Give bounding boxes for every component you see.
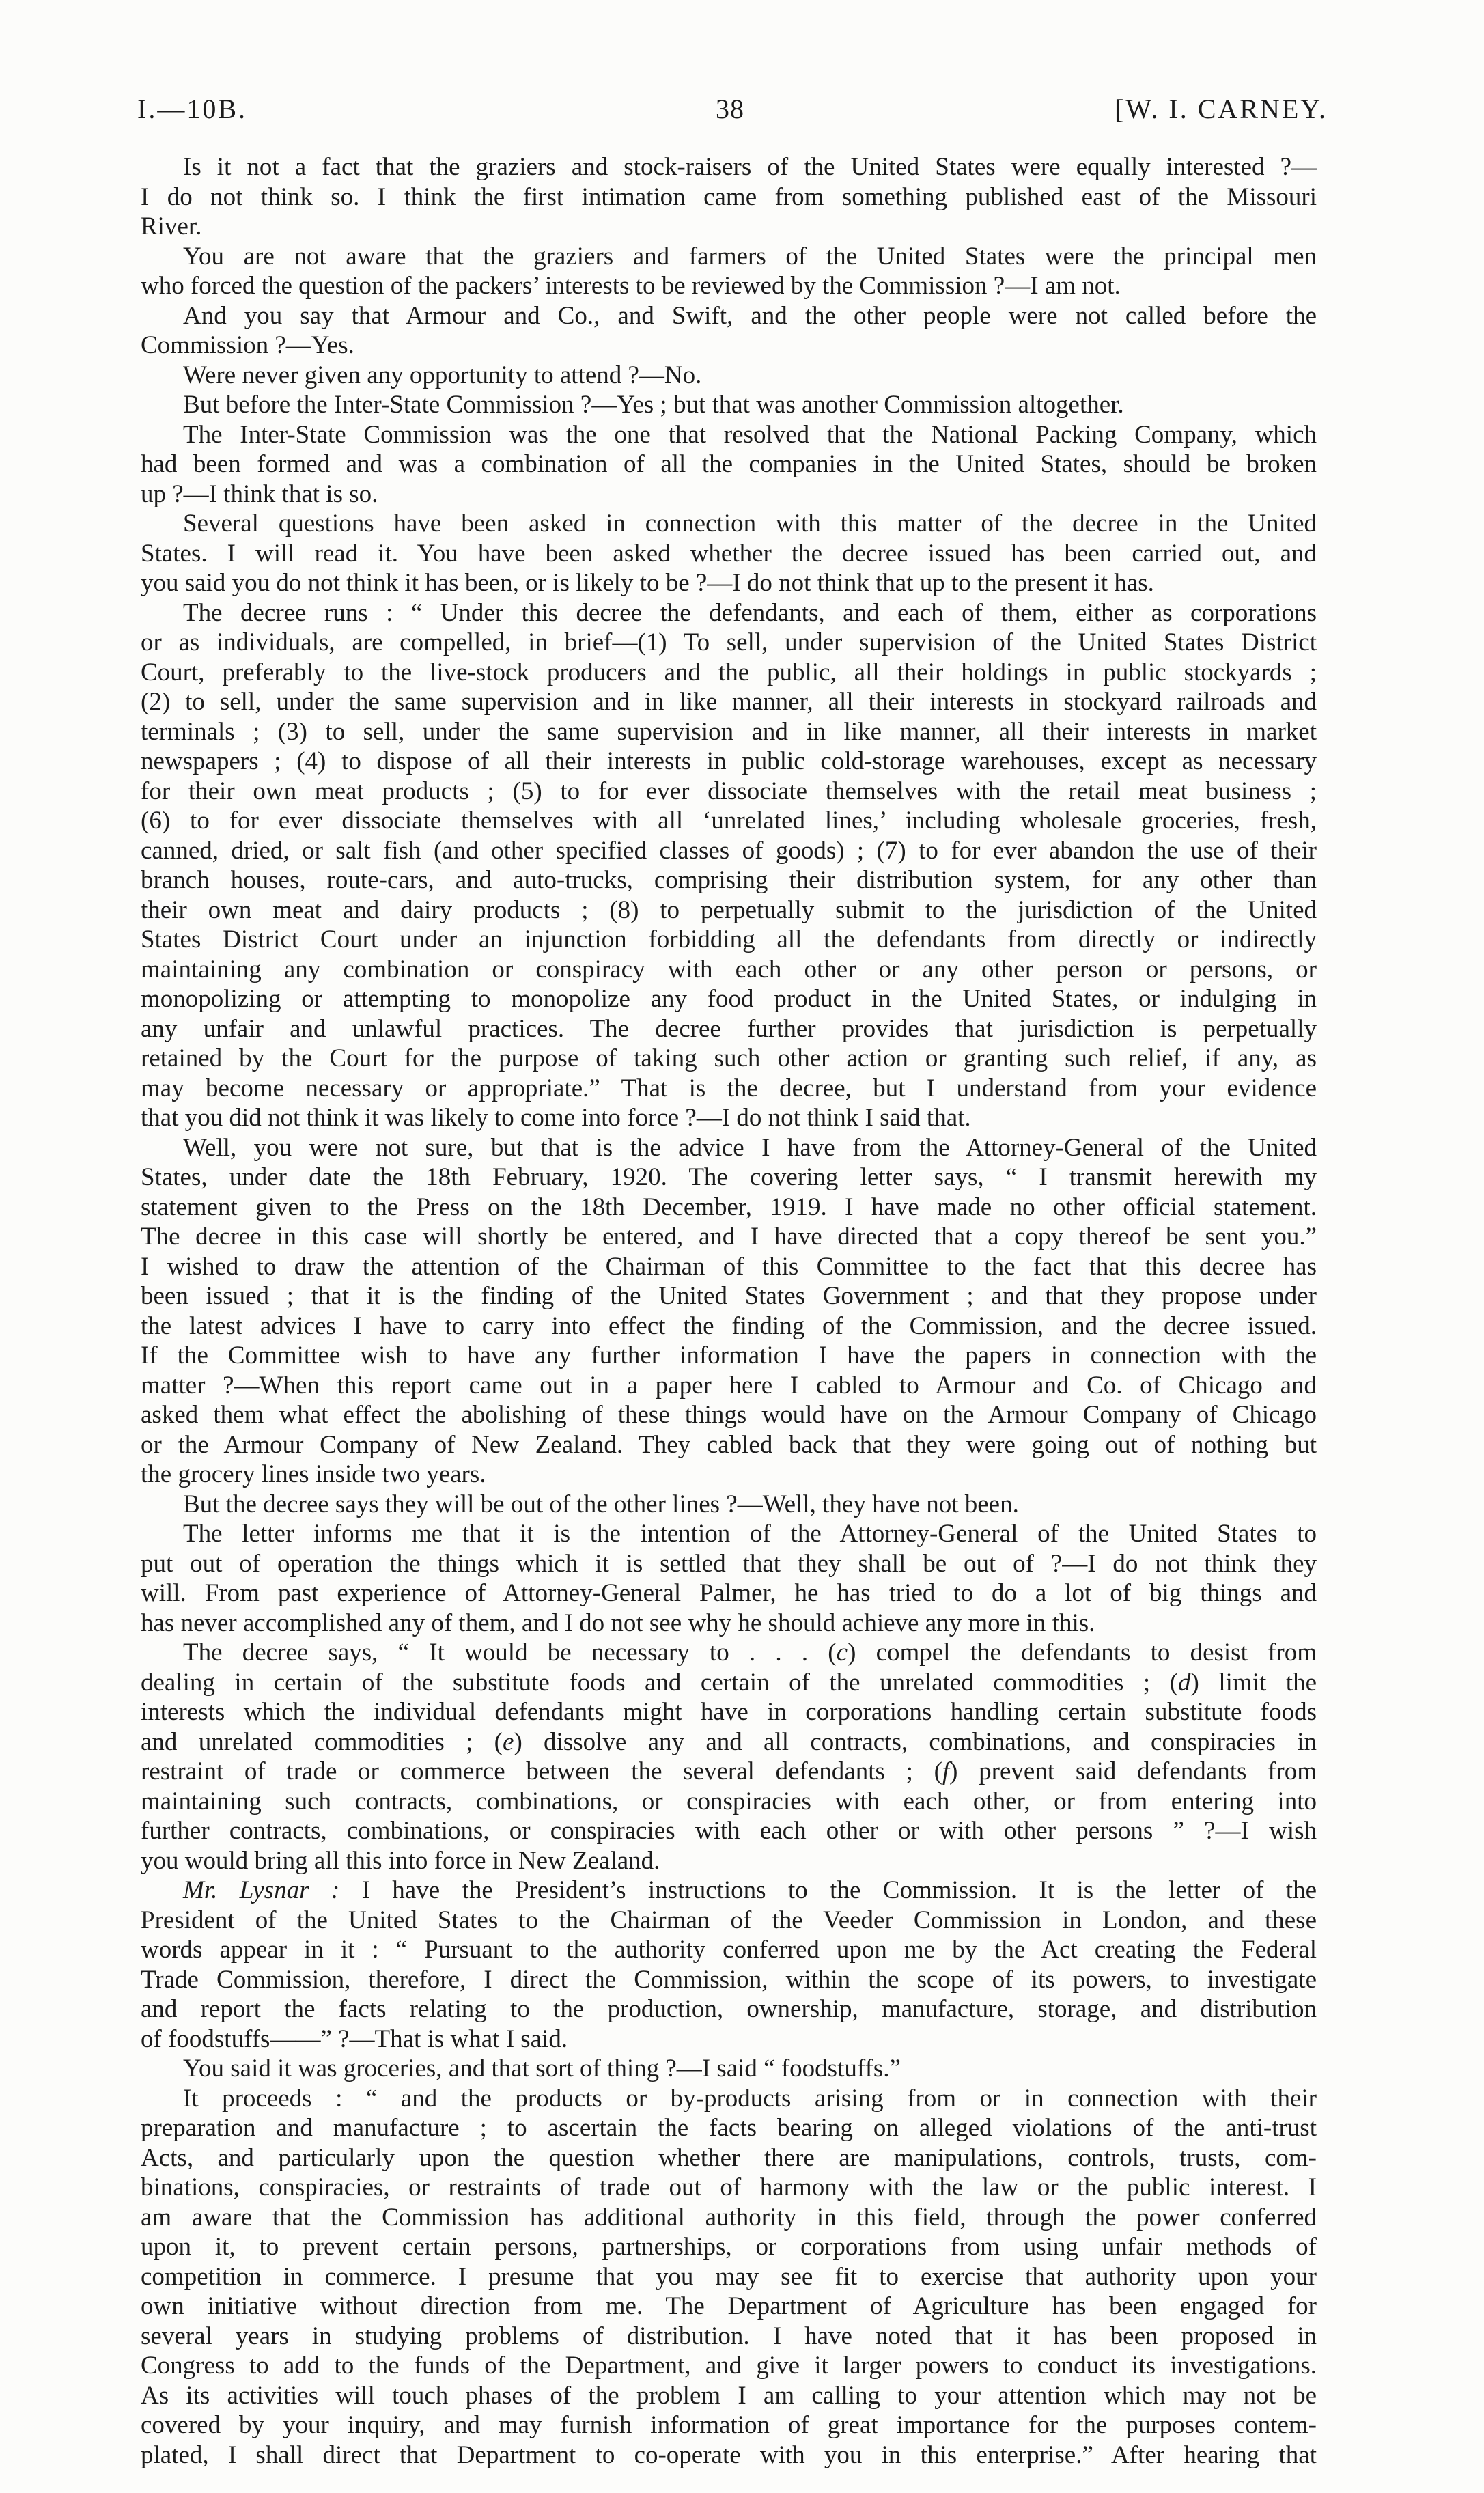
paragraph	[141, 1133, 1317, 1490]
text-line: maintaining such contracts, combinations, or conspiracies with each other, or from entering into	[141, 1787, 1317, 1815]
text-line: Well, you were not sure, but that is the advice I have from the Attorney-General of the United	[183, 1133, 1317, 1162]
text-line: had been formed and was a combination of all the companies in the United States, should be broken	[141, 450, 1317, 478]
italic-text: Mr. Lysnar :	[183, 1876, 340, 1904]
text-line: Several questions have been asked in connection with this matter of the decree in the United	[183, 510, 1317, 538]
text-line: preparation and manufacture ; to ascertain the facts bearing on alleged violations of the anti-trust	[141, 2114, 1317, 2142]
text-line: But the decree says they will be out of the other lines ?—Well, they have not been.	[183, 1490, 1019, 1518]
paragraph	[141, 2084, 1317, 2470]
text-line: terminals ; (3) to sell, under the same supervision and in like manner, all their interests in market	[141, 717, 1317, 746]
text-line: who forced the question of the packers’ interests to be reviewed by the Commission ?—I am not.	[141, 272, 1121, 300]
text-segment: ) dissolve any and all contracts, combinations, and conspiracies in	[514, 1727, 1317, 1756]
text-line: newspapers ; (4) to dispose of all their interests in public cold-storage warehouses, except as necessary	[141, 747, 1317, 775]
text-line: put out of operation the things which it is settled that they shall be out of ?—I do not think they	[141, 1549, 1317, 1578]
paragraph	[141, 2054, 1317, 2084]
text-line: binations, conspiracies, or restraints of trade out of harmony with the law or the public interest. I	[141, 2173, 1317, 2201]
running-header-right: [W. I. CARNEY.	[1114, 94, 1328, 124]
text-line: River.	[141, 212, 202, 240]
text-line: several years in studying problems of distribution. I have noted that it has been proposed in	[141, 2322, 1317, 2350]
text-line: or as individuals, are compelled, in brief—(1) To sell, under supervision of the United States District	[141, 628, 1317, 656]
text-line: matter ?—When this report came out in a paper here I cabled to Armour and Co. of Chicago and	[141, 1371, 1317, 1399]
text-line: Trade Commission, therefore, I direct the Commission, within the scope of its powers, to investigate	[141, 1965, 1317, 1994]
text-line: The Inter-State Commission was the one that resolved that the National Packing Company, which	[183, 420, 1317, 449]
text-line: Is it not a fact that the graziers and stock-raisers of the United States were equally interested ?—	[183, 153, 1317, 181]
text-line: you would bring all this into force in New Zealand.	[141, 1846, 660, 1875]
text-line: The decree runs : “ Under this decree the defendants, and each of them, either as corporations	[183, 598, 1317, 627]
text-line	[141, 1757, 1317, 1787]
italic-text: f	[942, 1757, 950, 1785]
text-line: any unfair and unlawful practices. The decree further provides that jurisdiction is perpetually	[141, 1014, 1317, 1043]
text-line: The decree in this case will shortly be entered, and I have directed that a copy thereof be sent you.”	[141, 1223, 1317, 1251]
text-line: (6) to for ever dissociate themselves with all ‘unrelated lines,’ including wholesale groceries, fresh,	[141, 807, 1317, 835]
text-segment: ) limit the	[1190, 1668, 1317, 1697]
text-line: plated, I shall direct that Department to co-operate with you in this enterprise.” After hearing that	[141, 2440, 1317, 2469]
text-line: I do not think so. I think the first intimation came from something published east of the Missouri	[141, 182, 1317, 211]
text-line: covered by your inquiry, and may furnish information of great importance for the purposes contem-	[141, 2411, 1317, 2439]
text-line: States, under date the 18th February, 1920. The covering letter says, “ I transmit herewith my	[141, 1163, 1317, 1191]
text-line: You said it was groceries, and that sort of thing ?—I said “ foodstuffs.”	[183, 2055, 901, 2083]
text-line: Court, preferably to the live-stock producers and the public, all their holdings in public stockyards ;	[141, 658, 1317, 686]
paragraph	[141, 1638, 1317, 1876]
text-line: I wished to draw the attention of the Chairman of this Committee to the fact that this decree has	[141, 1252, 1317, 1281]
text-line: If the Committee wish to have any further information I have the papers in connection with the	[141, 1341, 1317, 1369]
text-line: You are not aware that the graziers and farmers of the United States were the principal men	[183, 242, 1317, 270]
text-line: The letter informs me that it is the intention of the Attorney-General of the United States to	[183, 1520, 1317, 1548]
text-line: States. I will read it. You have been asked whether the decree issued has been carried out, and	[141, 539, 1317, 568]
text-line: has never accomplished any of them, and I do not see why he should achieve any more in this.	[141, 1608, 1095, 1637]
paragraph	[141, 152, 1317, 242]
text-line: monopolizing or attempting to monopolize any food product in the United States, or indulging in	[141, 985, 1317, 1013]
text-line: their own meat and dairy products ; (8) to perpetually submit to the jurisdiction of the United	[141, 895, 1317, 924]
text-line: asked them what effect the abolishing of these things would have on the Armour Company of Chicago	[141, 1401, 1317, 1429]
paragraph	[141, 1876, 1317, 2054]
text-segment: I have the President’s instructions to the Commission. It is the letter of the	[339, 1876, 1317, 1904]
text-line: or the Armour Company of New Zealand. They cabled back that they were going out of nothing but	[141, 1430, 1317, 1459]
text-line: It proceeds : “ and the products or by-products arising from or in connection with their	[183, 2084, 1317, 2113]
text-segment: and unrelated commodities ; (	[141, 1727, 503, 1756]
text-segment: restraint of trade or commerce between the several defendants ; (	[141, 1757, 942, 1785]
text-segment: ) compel the defendants to desist from	[848, 1639, 1317, 1667]
paragraph	[141, 598, 1317, 1133]
text-line: may become necessary or appropriate.” That is the decree, but I understand from your evidence	[141, 1074, 1317, 1102]
text-line: Were never given any opportunity to attend ?—No.	[183, 361, 702, 389]
text-line: am aware that the Commission has additional authority in this field, through the power conferred	[141, 2203, 1317, 2231]
text-line: competition in commerce. I presume that you may see fit to exercise that authority upon your	[141, 2262, 1317, 2291]
paragraph	[141, 509, 1317, 598]
text-line: for their own meat products ; (5) to for ever dissociate themselves with the retail meat business ;	[141, 777, 1317, 805]
paragraph	[141, 420, 1317, 510]
text-line: statement given to the Press on the 18th December, 1919. I have made no other official statement.	[141, 1193, 1317, 1221]
text-line: upon it, to prevent certain persons, partnerships, or corporations from using unfair methods of	[141, 2233, 1317, 2261]
text-line: been issued ; that it is the finding of the United States Government ; and that they propose under	[141, 1282, 1317, 1310]
text-line	[141, 1727, 1317, 1757]
text-segment: The decree says, “ It would be necessary to . . . (	[183, 1639, 837, 1667]
text-line: And you say that Armour and Co., and Swift, and the other people were not called before the	[183, 301, 1317, 330]
body-text	[141, 152, 1317, 2470]
text-line: you said you do not think it has been, or is likely to be ?—I do not think that up to the present it has.	[141, 569, 1154, 597]
text-line: States District Court under an injunction forbidding all the defendants from directly or indirectly	[141, 925, 1317, 953]
paragraph	[141, 1490, 1317, 1520]
page-number: 38	[716, 94, 744, 124]
text-segment: ) prevent said defendants from	[949, 1757, 1317, 1785]
text-line: maintaining any combination or conspiracy with each other or any other person or persons, or	[141, 955, 1317, 984]
paragraph	[141, 242, 1317, 301]
text-line: further contracts, combinations, or conspiracies with each other or with other persons ” ?—I wish	[141, 1817, 1317, 1845]
text-line: (2) to sell, under the same supervision and in like manner, all their interests in stockyard railroads and	[141, 688, 1317, 716]
text-line: branch houses, route-cars, and auto-trucks, comprising their distribution system, for any other than	[141, 866, 1317, 894]
text-line	[141, 1638, 1317, 1668]
italic-text: d	[1178, 1668, 1191, 1697]
text-line: interests which the individual defendants might have in corporations handling certain substitute foods	[141, 1698, 1317, 1726]
text-line: But before the Inter-State Commission ?—Yes ; but that was another Commission altogether.	[183, 391, 1124, 419]
paragraph	[141, 1519, 1317, 1638]
text-line: words appear in it : “ Pursuant to the authority conferred upon me by the Act creating the Federal	[141, 1936, 1317, 1964]
text-segment: dealing in certain of the substitute foods and certain of the unrelated commodities ; (	[141, 1668, 1179, 1697]
text-line: of foodstuffs——” ?—That is what I said.	[141, 2024, 568, 2053]
paragraph	[141, 301, 1317, 361]
running-header-left: I.—10B.	[137, 94, 247, 124]
paragraph	[141, 390, 1317, 420]
text-line: Commission ?—Yes.	[141, 331, 354, 359]
text-line: Congress to add to the funds of the Department, and give it larger powers to conduct its investigations.	[141, 2352, 1317, 2380]
text-line: the grocery lines inside two years.	[141, 1460, 486, 1488]
text-line: and report the facts relating to the production, ownership, manufacture, storage, and distribution	[141, 1995, 1317, 2023]
text-line: own initiative without direction from me. The Department of Agriculture has been engaged for	[141, 2292, 1317, 2320]
text-line: Acts, and particularly upon the question whether there are manipulations, controls, trusts, com-	[141, 2143, 1317, 2172]
text-line: President of the United States to the Chairman of the Veeder Commission in London, and these	[141, 1906, 1317, 1934]
italic-text: e	[503, 1727, 514, 1756]
text-line: canned, dried, or salt fish (and other specified classes of goods) ; (7) to for ever abandon the use of their	[141, 836, 1317, 865]
text-line: As its activities will touch phases of the problem I am calling to your attention which may not be	[141, 2381, 1317, 2410]
text-line: retained by the Court for the purpose of taking such other action or granting such relief, if any, as	[141, 1044, 1317, 1072]
italic-text: c	[836, 1639, 848, 1667]
text-line: the latest advices I have to carry into effect the finding of the Commission, and the decree issued.	[141, 1311, 1317, 1340]
text-line: will. From past experience of Attorney-General Palmer, he has tried to do a lot of big things and	[141, 1579, 1317, 1607]
text-line: up ?—I think that is so.	[141, 479, 378, 508]
paragraph	[141, 361, 1317, 391]
text-line	[141, 1668, 1317, 1698]
text-line: that you did not think it was likely to come into force ?—I do not think I said that.	[141, 1104, 971, 1132]
text-line	[141, 1876, 1317, 1906]
